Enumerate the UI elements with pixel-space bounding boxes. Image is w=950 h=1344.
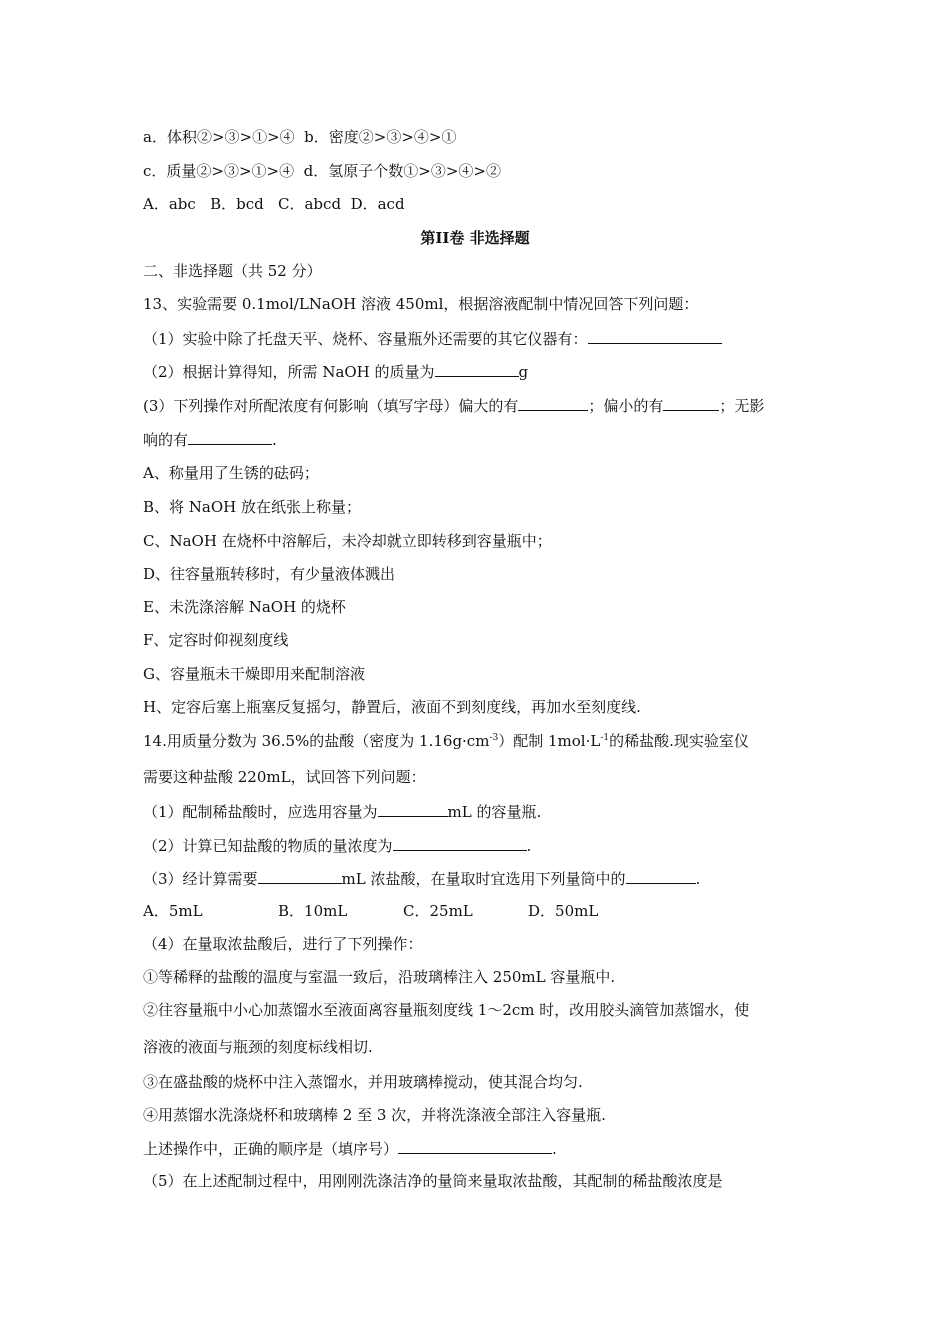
question-14-stem-cont: 需要这种盐酸 220mL，试回答下列问题： [143, 768, 426, 786]
q14-part1-text: mL 的容量瓶. [447, 803, 542, 821]
q14-part3 [143, 868, 700, 889]
question-14-stem [143, 731, 749, 751]
q14-part1-text: （1）配制稀盐酸时，应选用容量为 [143, 803, 378, 821]
cylinder-option-a: A．5mL [143, 902, 203, 920]
q14-text: ）配制 1mol·L [498, 732, 601, 750]
option-h: H、定容后塞上瓶塞反复摇匀，静置后，液面不到刻度线，再加水至刻度线. [143, 698, 641, 716]
period: . [272, 431, 277, 449]
step-2: ②往容量瓶中小心加蒸馏水至液面离容量瓶刻度线 1～2cm 时，改用胶头滴管加蒸馏水，使 [143, 1001, 750, 1019]
answer-blank[interactable] [393, 835, 527, 851]
q13-part3 [143, 395, 764, 416]
q13-part2-text: （2）根据计算得知，所需 NaOH 的质量为 [143, 363, 435, 381]
cylinder-option-b: B．10mL [278, 902, 348, 920]
option-f: F、定容时仰视刻度线 [143, 631, 289, 649]
q14-part1 [143, 801, 541, 822]
q14-text: 14.用质量分数为 36.5%的盐酸（密度为 1.16g·cm [143, 732, 490, 750]
period: . [552, 1140, 557, 1158]
order-question-text: 上述操作中，正确的顺序是（填序号） [143, 1140, 399, 1158]
q13-part1 [143, 328, 722, 349]
section-heading: 二、非选择题（共 52 分） [143, 262, 322, 280]
q14-part2 [143, 835, 531, 856]
option-g: G、容量瓶未干燥即用来配制溶液 [143, 665, 365, 683]
step-3: ③在盛盐酸的烧杯中注入蒸馏水，并用玻璃棒搅动，使其混合均匀. [143, 1073, 583, 1091]
q14-part3-text: （3）经计算需要 [143, 870, 258, 888]
q14-part2-text: （2）计算已知盐酸的物质的量浓度为 [143, 837, 393, 855]
cylinder-option-c: C．25mL [403, 902, 473, 920]
answer-blank[interactable] [588, 328, 722, 344]
q14-part4: （4）在量取浓盐酸后，进行了下列操作： [143, 935, 423, 953]
q13-part3-text: ；偏小的有 [588, 397, 664, 415]
q13-part3-text: 响的有 [143, 431, 189, 449]
choice-options: A．abc B．bcd C．abcd D．acd [143, 195, 405, 213]
q13-part3-cont [143, 429, 277, 450]
q13-part3-text: ；无影 [719, 397, 765, 415]
answer-blank[interactable] [626, 868, 696, 884]
answer-blank[interactable] [435, 361, 519, 377]
exponent: -3 [489, 733, 499, 743]
cylinder-option-d: D．50mL [528, 902, 599, 920]
order-question [143, 1138, 557, 1159]
answer-blank[interactable] [378, 801, 448, 817]
answer-blank[interactable] [663, 395, 719, 411]
step-1: ①等稀释的盐酸的温度与室温一致后，沿玻璃棒注入 250mL 容量瓶中. [143, 968, 616, 986]
exponent: -1 [600, 733, 610, 743]
option-e: E、未洗涤溶解 NaOH 的烧杯 [143, 598, 346, 616]
step-4: ④用蒸馏水洗涤烧杯和玻璃棒 2 至 3 次，并将洗涤液全部注入容量瓶. [143, 1106, 606, 1124]
answer-blank[interactable] [398, 1138, 552, 1154]
unit-label: g [518, 363, 529, 381]
answer-options-cd: c．质量②>③>①>④ d．氢原子个数①>③>④>② [143, 162, 501, 180]
period: . [526, 837, 532, 855]
q13-part2 [143, 361, 528, 382]
option-a: A、称量用了生锈的砝码； [143, 464, 319, 482]
q13-part3-text: (3）下列操作对所配浓度有何影响（填写字母）偏大的有 [143, 397, 519, 415]
option-d: D、往容量瓶转移时，有少量液体溅出 [143, 565, 396, 583]
question-13-stem: 13、实验需要 0.1mol/LNaOH 溶液 450ml，根据溶液配制中情况回答下列问题： [143, 295, 699, 313]
answer-blank[interactable] [258, 868, 342, 884]
option-c: C、NaOH 在烧杯中溶解后，未冷却就立即转移到容量瓶中； [143, 532, 552, 550]
section-title: 第II卷 非选择题 [420, 229, 530, 247]
step-2-cont: 溶液的液面与瓶颈的刻度标线相切. [143, 1038, 373, 1056]
answer-options-ab: a．体积②>③>①>④ b．密度②>③>④>① [143, 128, 457, 146]
q14-text: 的稀盐酸.现实验室仪 [609, 732, 749, 750]
answer-blank[interactable] [518, 395, 588, 411]
q14-part5: （5）在上述配制过程中，用刚刚洗涤洁净的量筒来量取浓盐酸，其配制的稀盐酸浓度是 [143, 1172, 723, 1190]
q13-part1-text: （1）实验中除了托盘天平、烧杯、容量瓶外还需要的其它仪器有： [143, 330, 588, 348]
answer-blank[interactable] [188, 429, 272, 445]
period: . [695, 870, 701, 888]
q14-part3-text: mL 浓盐酸，在量取时宜选用下列量筒中的 [341, 870, 626, 888]
option-b: B、将 NaOH 放在纸张上称量； [143, 498, 362, 516]
